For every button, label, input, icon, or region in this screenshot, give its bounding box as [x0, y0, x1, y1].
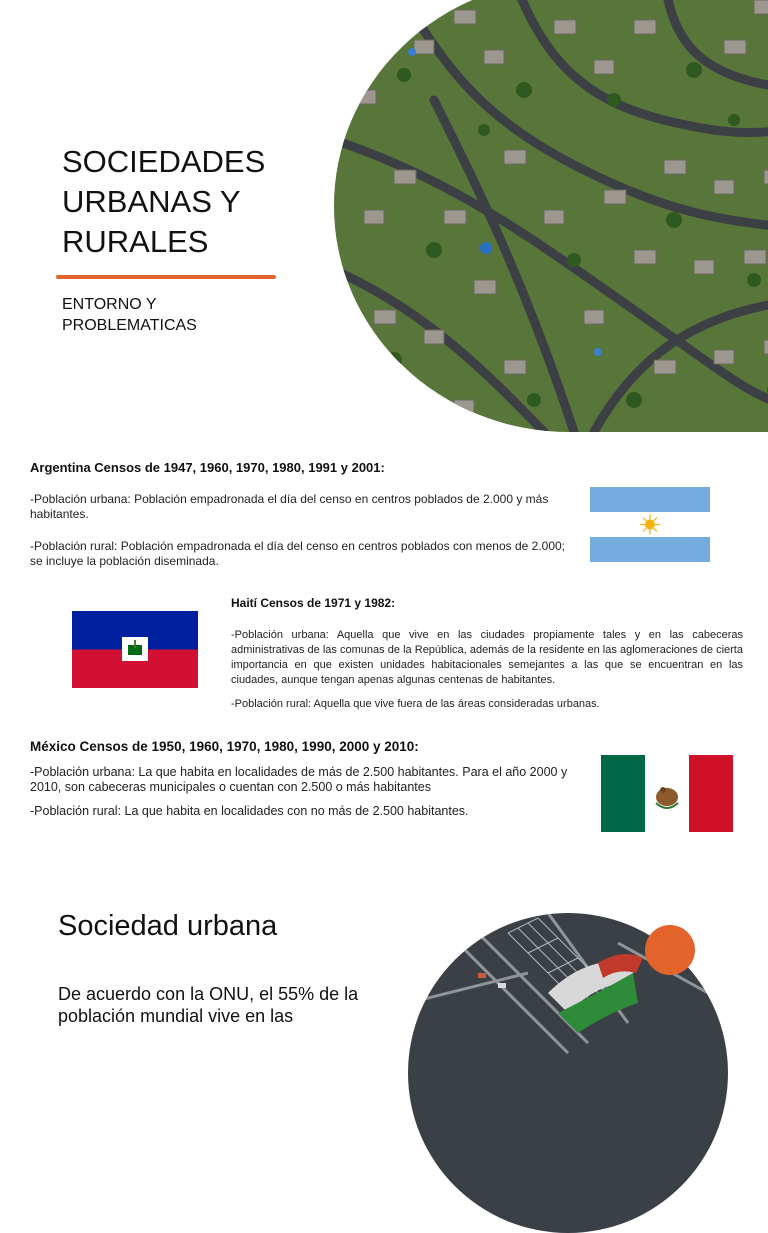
mexico-heading: México Censos de 1950, 1960, 1970, 1980, 1990, 2000 y 2010:	[30, 739, 419, 754]
argentina-flag	[590, 487, 710, 562]
title-line-1: SOCIEDADES	[62, 144, 266, 179]
subtitle	[62, 294, 282, 336]
title-divider	[56, 275, 276, 279]
haiti-rural: -Población rural: Aquella que vive fuera de las áreas consideradas urbanas.	[231, 698, 600, 710]
aerial-suburb-image	[334, 0, 768, 432]
section-title: Sociedad urbana	[58, 910, 278, 942]
title-line-3: RURALES	[62, 224, 209, 259]
argentina-urbana: -Población urbana: Población empadronada el día del censo en centros poblados de 2.000 y más habitantes.	[30, 492, 549, 521]
subtitle-line-2: PROBLEMATICAS	[62, 317, 197, 334]
subtitle-line-1: ENTORNO Y	[62, 296, 157, 313]
haiti-flag	[72, 611, 198, 688]
haiti-urbana: -Población urbana: Aquella que vive en las ciudades propiamente tales y en las cabeceras administrativas de las comunas de la República, además de la residente en las aglomeraciones de cierta importancia en que existen unidades habitacionales semejantes a las que se encuentran en las ciudades, aunque tengan apenas algunas centenas de habitantes.	[231, 629, 743, 686]
mexico-flag	[601, 755, 733, 832]
title-line-2: URBANAS Y	[62, 184, 241, 219]
section-text: De acuerdo con la ONU, el 55% de la población mundial vive en las	[58, 984, 359, 1026]
mexico-rural: -Población rural: La que habita en localidades con no más de 2.500 habitantes.	[30, 804, 469, 818]
argentina-heading: Argentina Censos de 1947, 1960, 1970, 1980, 1991 y 2001:	[30, 460, 385, 475]
haiti-heading: Haití Censos de 1971 y 1982:	[231, 596, 396, 610]
decorative-orange-dot	[645, 925, 695, 975]
argentina-rural: -Población rural: Población empadronada el día del censo en centros poblados con menos de 2.000; se incluye la población diseminada.	[30, 539, 566, 568]
page-title	[62, 142, 322, 262]
mexico-urbana: -Población urbana: La que habita en localidades de más de 2.500 habitantes. Para el año 2000 y 2010, son cabeceras municipales o cuentan con 2.500 o más habitantes	[30, 765, 568, 794]
